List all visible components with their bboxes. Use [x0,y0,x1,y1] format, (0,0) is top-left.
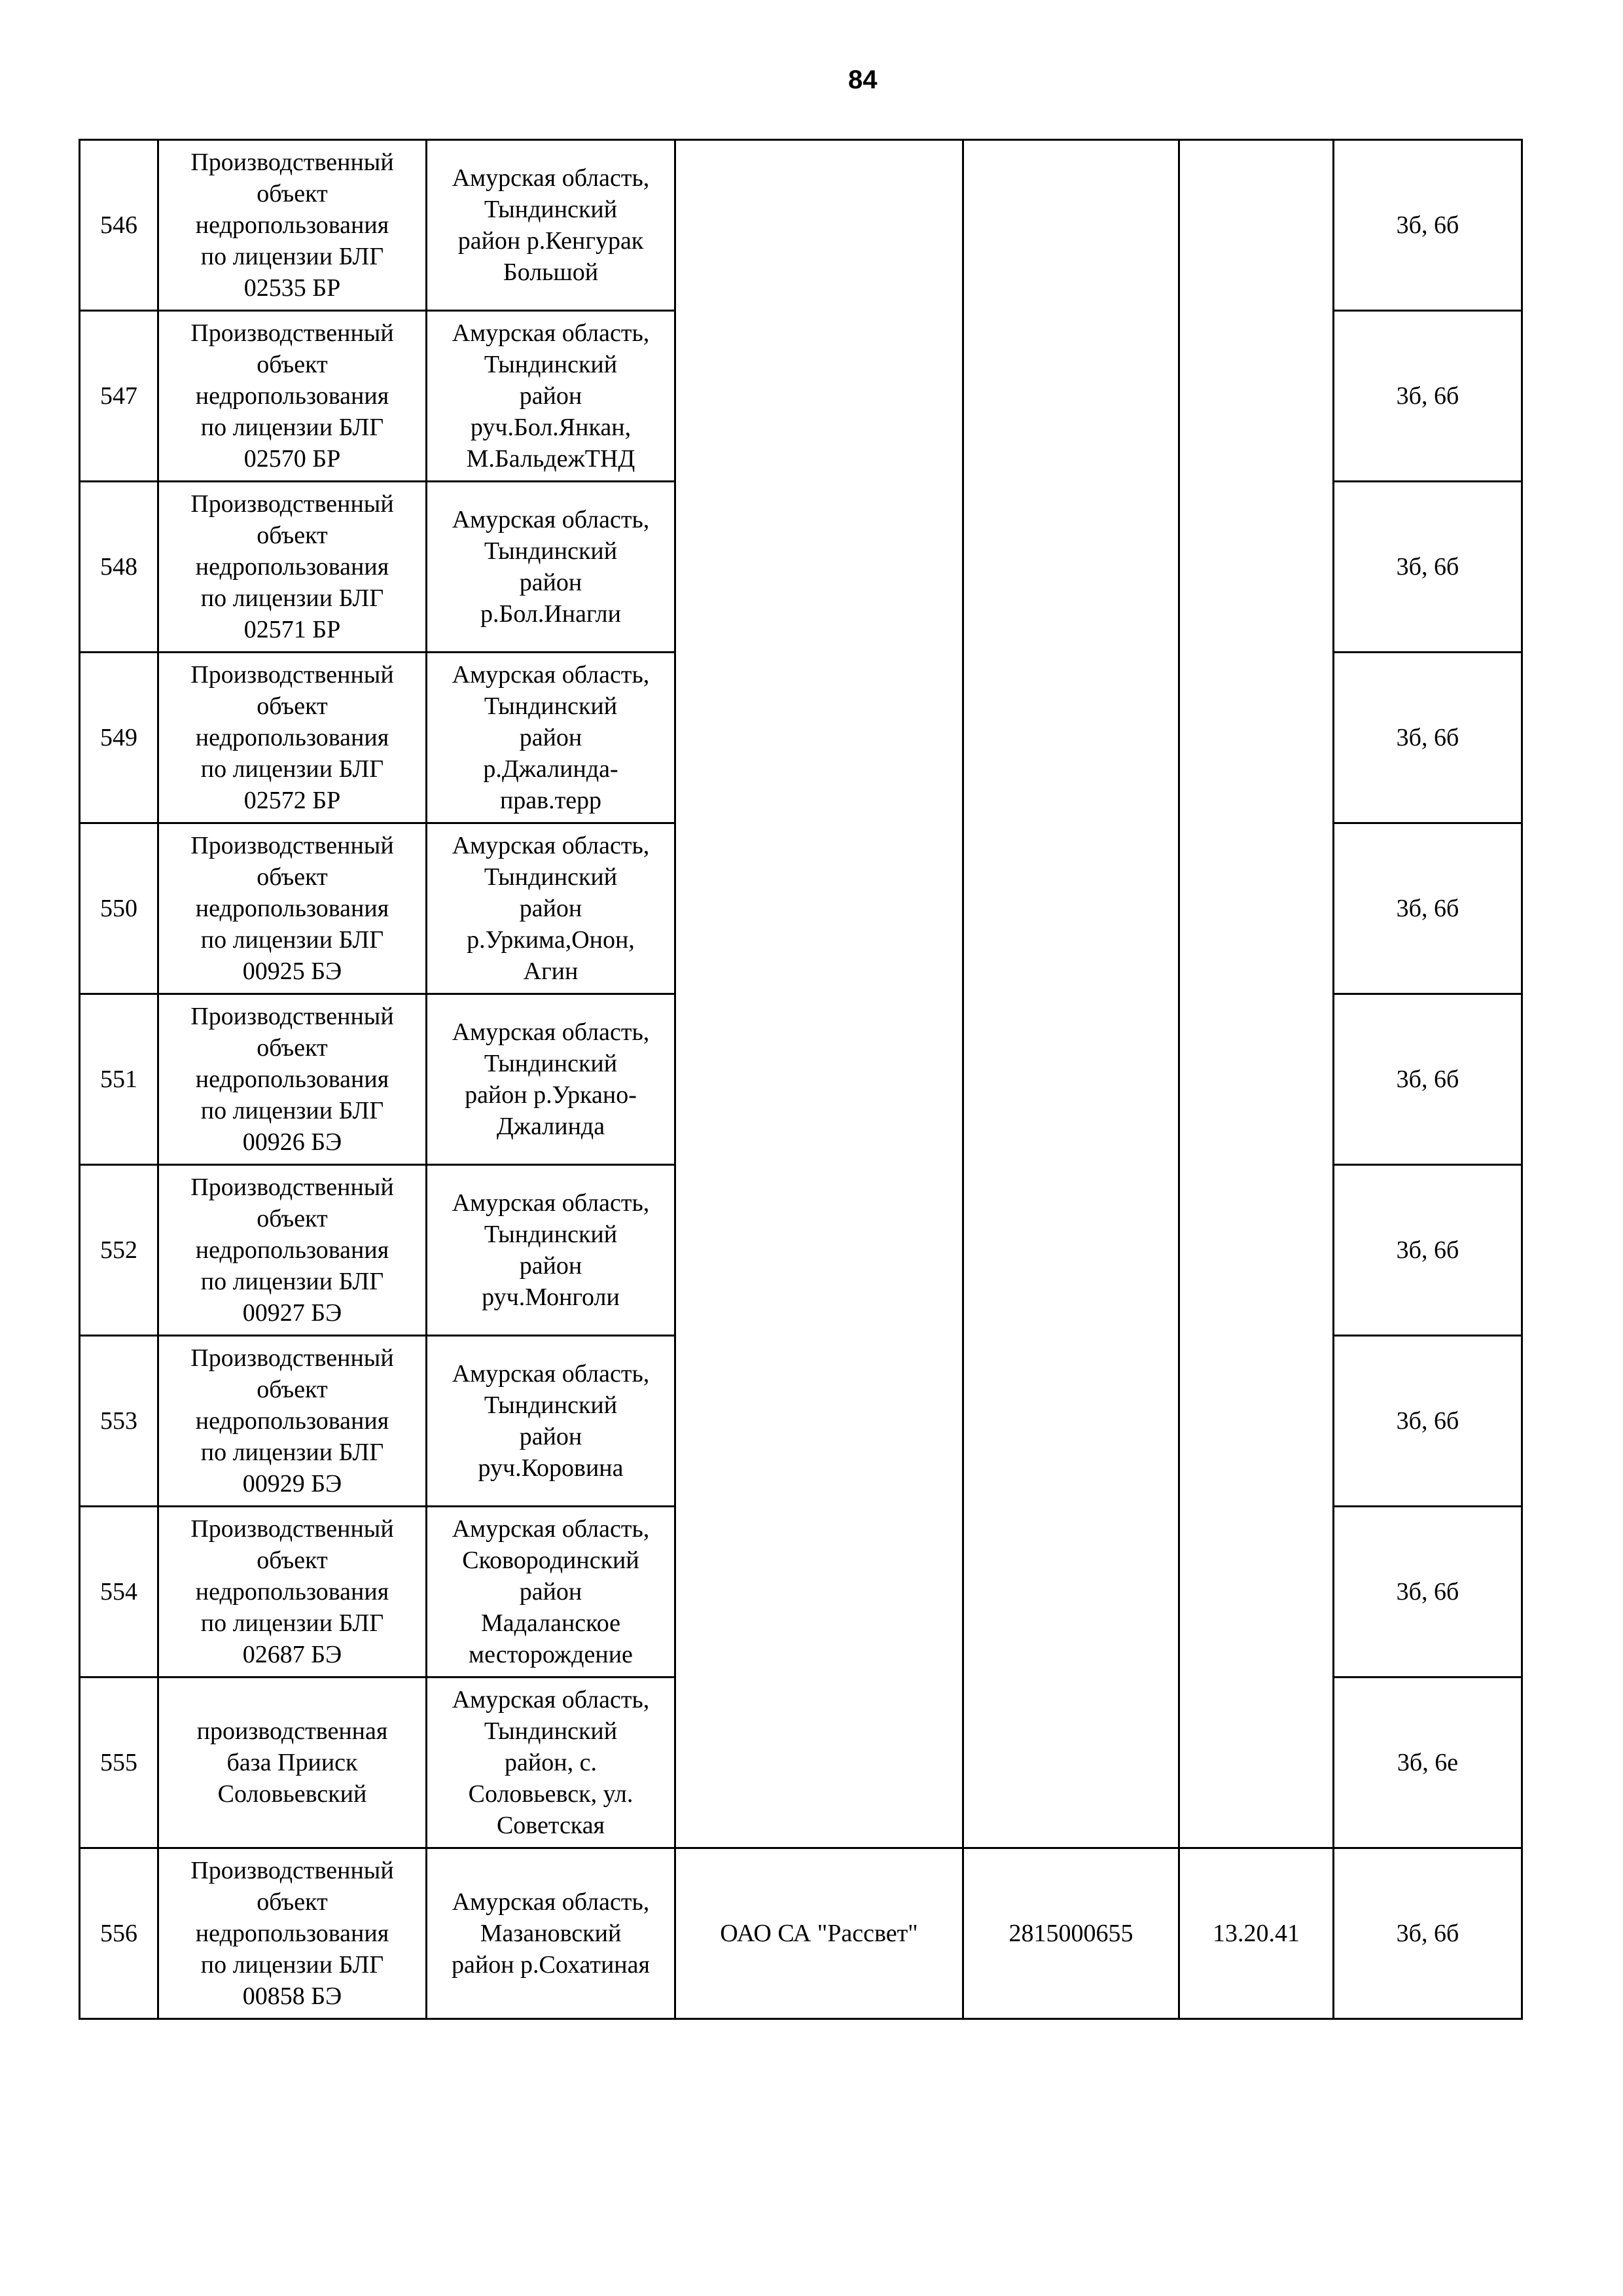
object-address: Амурская область, Тындинский район р.Уркано- Джалинда [427,994,675,1165]
category-codes: 3б, 6е [1334,1677,1522,1848]
okved-merged-cell [1179,140,1334,1848]
object-address: Амурская область, Тындинский район руч.Коровина [427,1336,675,1507]
object-address: Амурская область, Тындинский район р.Бол.Инагли [427,482,675,653]
row-number: 551 [80,994,158,1165]
row-number: 556 [80,1848,158,2019]
row-number: 550 [80,823,158,994]
row-number: 555 [80,1677,158,1848]
inn-value: 2815000655 [963,1848,1179,2019]
organization-merged-cell [675,140,963,1848]
object-name: Производственный объект недропользования по лицензии БЛГ 02571 БР [158,482,427,653]
category-codes: 3б, 6б [1334,482,1522,653]
object-name: Производственный объект недропользования по лицензии БЛГ 00927 БЭ [158,1165,427,1336]
category-codes: 3б, 6б [1334,311,1522,482]
object-name: производственная база Прииск Соловьевский [158,1677,427,1848]
category-codes: 3б, 6б [1334,994,1522,1165]
object-name: Производственный объект недропользования по лицензии БЛГ 00926 БЭ [158,994,427,1165]
row-number: 554 [80,1507,158,1677]
category-codes: 3б, 6б [1334,1336,1522,1507]
row-number: 553 [80,1336,158,1507]
object-address: Амурская область, Сковородинский район Мадаланское месторождение [427,1507,675,1677]
register-table [79,139,1523,2020]
object-name: Производственный объект недропользования по лицензии БЛГ 02687 БЭ [158,1507,427,1677]
table-row [80,140,1522,311]
row-number: 549 [80,653,158,823]
category-codes: 3б, 6б [1334,1507,1522,1677]
category-codes: 3б, 6б [1334,823,1522,994]
inn-merged-cell [963,140,1179,1848]
object-address: Амурская область, Тындинский район р.Кенгурак Большой [427,140,675,311]
object-name: Производственный объект недропользования по лицензии БЛГ 00858 БЭ [158,1848,427,2019]
object-name: Производственный объект недропользования по лицензии БЛГ 00929 БЭ [158,1336,427,1507]
object-name: Производственный объект недропользования по лицензии БЛГ 02572 БР [158,653,427,823]
object-name: Производственный объект недропользования по лицензии БЛГ 00925 БЭ [158,823,427,994]
page-number: 84 [848,65,878,94]
object-address: Амурская область, Тындинский район, с. Соловьевск, ул. Советская [427,1677,675,1848]
category-codes: 3б, 6б [1334,1848,1522,2019]
row-number: 546 [80,140,158,311]
organization-name: ОАО СА "Рассвет" [675,1848,963,2019]
table-row [80,1848,1522,2019]
category-codes: 3б, 6б [1334,1165,1522,1336]
object-address: Амурская область, Тындинский район руч.Монголи [427,1165,675,1336]
object-address: Амурская область, Тындинский район руч.Бол.Янкан, М.БальдежТНД [427,311,675,482]
object-address: Амурская область, Мазановский район р.Сохатиная [427,1848,675,2019]
row-number: 552 [80,1165,158,1336]
object-name: Производственный объект недропользования по лицензии БЛГ 02535 БР [158,140,427,311]
object-name: Производственный объект недропользования по лицензии БЛГ 02570 БР [158,311,427,482]
category-codes: 3б, 6б [1334,140,1522,311]
row-number: 548 [80,482,158,653]
category-codes: 3б, 6б [1334,653,1522,823]
object-address: Амурская область, Тындинский район р.Джалинда- прав.терр [427,653,675,823]
okved-code: 13.20.41 [1179,1848,1334,2019]
row-number: 547 [80,311,158,482]
object-address: Амурская область, Тындинский район р.Уркима,Онон, Агин [427,823,675,994]
